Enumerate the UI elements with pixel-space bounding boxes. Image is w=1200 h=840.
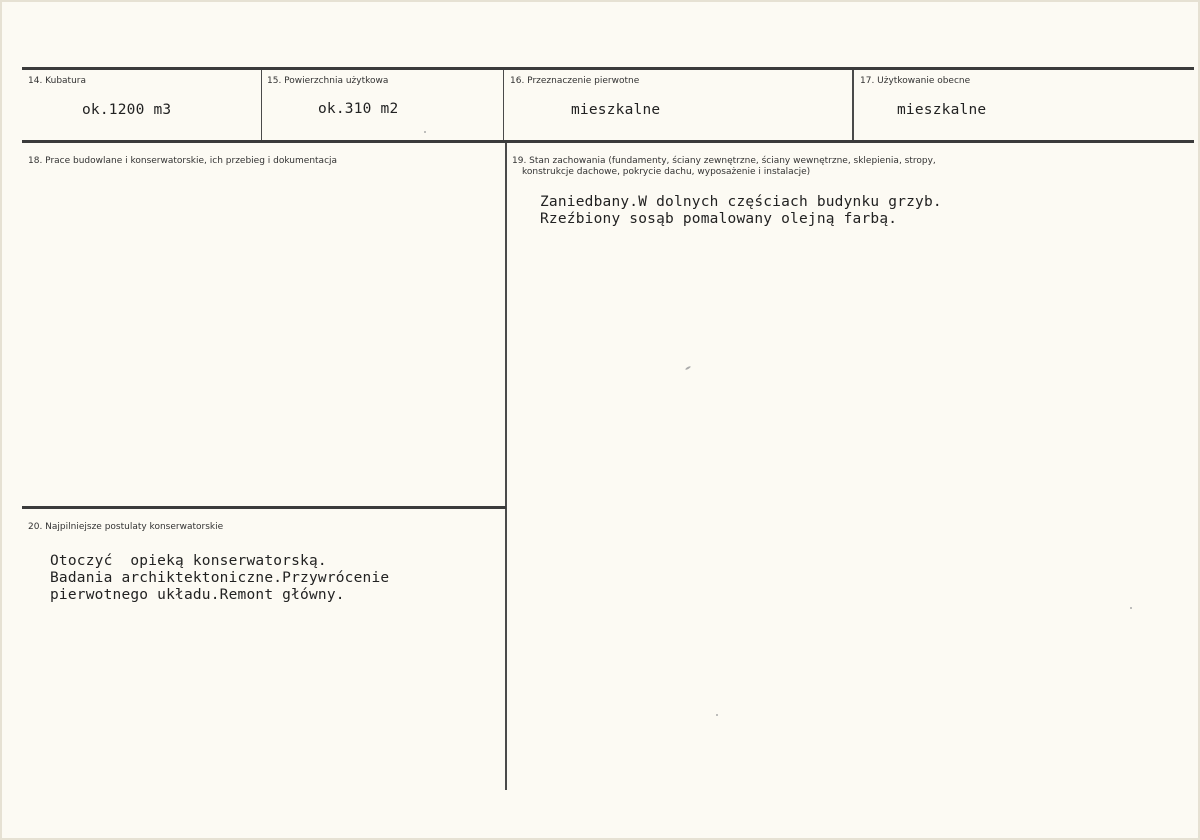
field-20-value-line2: Badania archiktektoniczne.Przywrócenie: [50, 570, 390, 586]
paper-speck: [424, 131, 426, 133]
field-19-label-line1: 19. Stan zachowania (fundamenty, ściany zewnętrzne, ściany wewnętrzne, sklepienia, stropy,: [512, 156, 936, 166]
section-rule-18-20: [22, 506, 506, 509]
field-19-value-line2: Rzeźbiony sosąb pomalowany olejną farbą.: [540, 211, 898, 227]
paper-speck: [1130, 607, 1132, 609]
field-15-label: 15. Powierzchnia użytkowa: [267, 76, 389, 86]
divider-16-17: [852, 70, 854, 140]
field-17-value: mieszkalne: [897, 102, 987, 118]
field-20-value-line3: pierwotnego układu.Remont główny.: [50, 587, 345, 603]
field-16-label: 16. Przeznaczenie pierwotne: [510, 76, 640, 86]
column-divider: [505, 143, 507, 790]
field-18-label: 18. Prace budowlane i konserwatorskie, ich przebieg i dokumentacja: [28, 156, 338, 166]
header-bottom-rule: [22, 140, 1194, 143]
field-19-value-line1: Zaniedbany.W dolnych częściach budynku grzyb.: [540, 194, 942, 210]
field-20-value-line1: Otoczyć opieką konserwatorską.: [50, 553, 327, 569]
field-17-label: 17. Użytkowanie obecne: [860, 76, 971, 86]
field-15-value: ok.310 m2: [318, 101, 399, 117]
field-14-value: ok.1200 m3: [82, 102, 172, 118]
paper-speck: [716, 714, 718, 716]
divider-15-16: [503, 70, 504, 140]
field-16-value: mieszkalne: [571, 102, 661, 118]
top-rule: [22, 67, 1194, 70]
divider-14-15: [261, 70, 262, 140]
field-20-label: 20. Najpilniejsze postulaty konserwatorskie: [28, 522, 224, 532]
field-14-label: 14. Kubatura: [28, 76, 87, 86]
field-19-label-line2: konstrukcje dachowe, pokrycie dachu, wyposażenie i instalacje): [522, 167, 811, 177]
paper-speck: [685, 366, 691, 371]
